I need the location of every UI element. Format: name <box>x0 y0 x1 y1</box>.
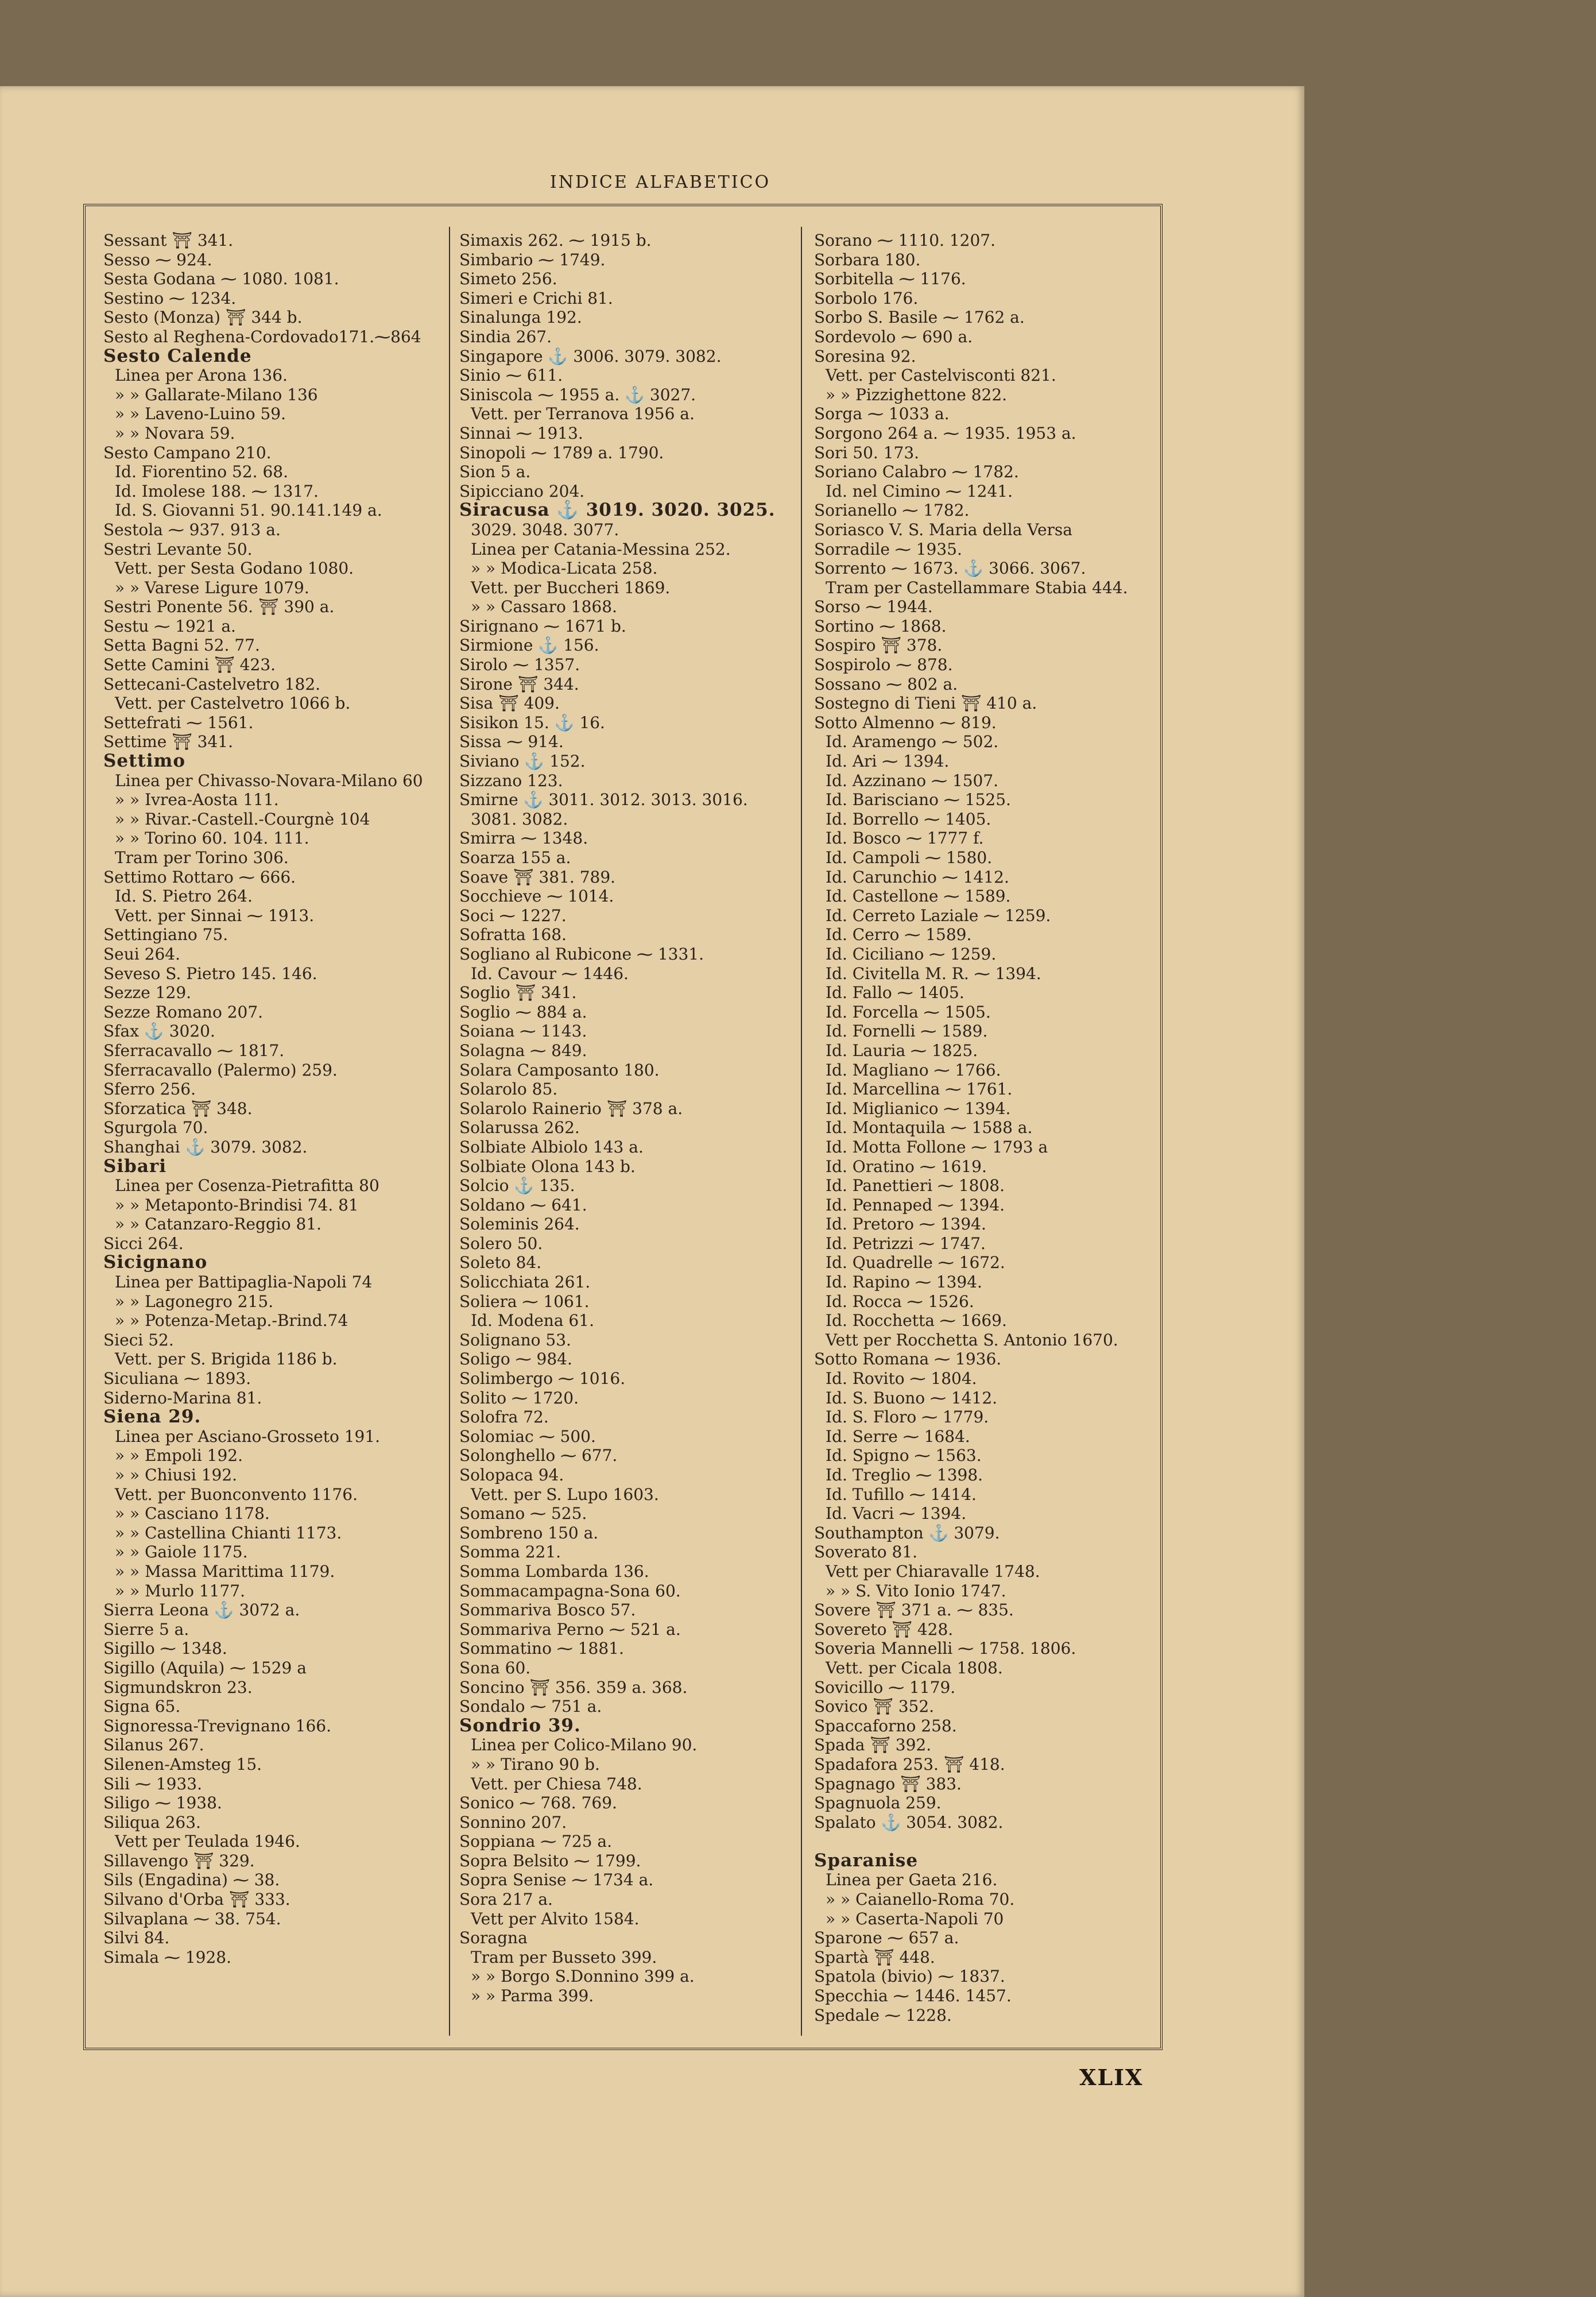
index-entry: Sorano ⁓ 1110. 1207. <box>814 231 996 250</box>
index-entry: Sillavengo ⛩ 329. <box>103 1851 255 1870</box>
index-entry: Id. Imolese 188. ⁓ 1317. <box>115 481 319 501</box>
index-entry: » » Pizzighettone 822. <box>826 385 1008 404</box>
index-entry: Id. Motta Follone ⁓ 1793 a <box>826 1137 1048 1157</box>
index-entry: Solarolo 85. <box>459 1080 558 1099</box>
index-entry: Sirone ⛩ 344. <box>459 674 579 694</box>
index-entry: Sorbolo 176. <box>814 288 919 308</box>
index-entry: Sestu ⁓ 1921 a. <box>103 616 236 636</box>
index-entry: Sierre 5 a. <box>103 1619 189 1639</box>
index-entry: Simaxis 262. ⁓ 1915 b. <box>459 231 652 250</box>
index-entry: Sori 50. 173. <box>814 443 920 462</box>
index-entry: Soligo ⁓ 984. <box>459 1349 572 1369</box>
index-entry: Id. Lauria ⁓ 1825. <box>826 1041 978 1060</box>
index-entry: Vett. per Castelvisconti 821. <box>826 366 1056 385</box>
index-entry: Sisa ⛩ 409. <box>459 694 560 713</box>
index-entry: » » Potenza-Metap.-Brind.74 <box>115 1311 348 1331</box>
index-column-1 <box>103 231 448 1967</box>
index-entry: Id. Marcellina ⁓ 1761. <box>826 1080 1013 1099</box>
index-entry: Sesta Godana ⁓ 1080. 1081. <box>103 269 339 289</box>
index-entry: Vett. per S. Brigida 1186 b. <box>115 1349 338 1369</box>
index-entry: Id. S. Floro ⁓ 1779. <box>826 1407 989 1427</box>
index-entry: Solonghello ⁓ 677. <box>459 1446 618 1465</box>
index-entry: Linea per Cosenza-Pietrafitta 80 <box>115 1176 379 1196</box>
index-entry: Sopra Belsito ⁓ 1799. <box>459 1851 641 1870</box>
index-entry: Id. Treglio ⁓ 1398. <box>826 1465 983 1484</box>
index-entry: Signoressa-Trevignano 166. <box>103 1716 331 1735</box>
index-entry: Id. Modena 61. <box>471 1311 594 1331</box>
index-entry: » » Modica-Licata 258. <box>471 559 658 578</box>
index-entry: » » Cassaro 1868. <box>471 597 617 617</box>
index-entry: Sotto Almenno ⁓ 819. <box>814 713 997 732</box>
index-entry: Sils (Engadina) ⁓ 38. <box>103 1870 280 1890</box>
index-entry: Sestino ⁓ 1234. <box>103 288 237 308</box>
index-entry: Silvaplana ⁓ 38. 754. <box>103 1909 281 1928</box>
index-entry: Sfax ⚓ 3020. <box>103 1022 215 1041</box>
index-entry: Sorbo S. Basile ⁓ 1762 a. <box>814 308 1025 327</box>
index-entry: Id. Rapino ⁓ 1394. <box>826 1273 982 1292</box>
index-entry: Spartà ⛩ 448. <box>814 1947 935 1967</box>
index-entry: Soriano Calabro ⁓ 1782. <box>814 462 1019 482</box>
index-entry: Sezze 129. <box>103 983 192 1003</box>
index-entry: Id. Panettieri ⁓ 1808. <box>826 1176 1005 1196</box>
index-entry: Id. Ari ⁓ 1394. <box>826 752 950 771</box>
index-entry: » » Varese Ligure 1079. <box>115 578 309 597</box>
index-entry: » » Caianello-Roma 70. <box>826 1890 1015 1909</box>
index-entry: Setta Bagni 52. 77. <box>103 636 260 655</box>
index-entry: Id. Montaquila ⁓ 1588 a. <box>826 1118 1033 1138</box>
index-entry: Id. Fallo ⁓ 1405. <box>826 983 964 1003</box>
index-entry: Soresina 92. <box>814 346 916 366</box>
index-entry: Id. Miglianico ⁓ 1394. <box>826 1099 1011 1118</box>
index-entry: Sinalunga 192. <box>459 308 582 327</box>
index-entry: Simala ⁓ 1928. <box>103 1947 231 1967</box>
index-entry: Sirmione ⚓ 156. <box>459 636 599 655</box>
index-entry: Id. S. Giovanni 51. 90.141.149 a. <box>115 501 382 520</box>
index-entry: Sora 217 a. <box>459 1890 553 1909</box>
index-entry: Solarussa 262. <box>459 1118 580 1138</box>
index-entry: Sovicillo ⁓ 1179. <box>814 1677 956 1697</box>
index-entry: Spatola (bivio) ⁓ 1837. <box>814 1967 1005 1986</box>
index-entry: Id. Civitella M. R. ⁓ 1394. <box>826 964 1041 983</box>
index-entry: Soliera ⁓ 1061. <box>459 1291 590 1311</box>
index-entry: » » Murlo 1177. <box>115 1581 246 1600</box>
index-entry: Vett. per Sinnai ⁓ 1913. <box>115 906 315 925</box>
index-entry: Spaccaforno 258. <box>814 1716 957 1735</box>
index-entry: Sofratta 168. <box>459 925 567 945</box>
index-entry: Linea per Gaeta 216. <box>826 1870 998 1890</box>
index-entry: Id. S. Pietro 264. <box>115 887 253 906</box>
index-entry: Sorga ⁓ 1033 a. <box>814 404 950 424</box>
index-entry: Sorianello ⁓ 1782. <box>814 501 970 520</box>
index-entry: Soleto 84. <box>459 1253 542 1273</box>
index-entry: Seveso S. Pietro 145. 146. <box>103 964 317 983</box>
page-number: XLIX <box>1079 2064 1144 2090</box>
index-entry: Sindia 267. <box>459 327 552 346</box>
index-entry: Soave ⛩ 381. 789. <box>459 867 616 887</box>
index-entry: 3081. 3082. <box>471 809 568 829</box>
index-entry: Vett. per Cicala 1808. <box>826 1658 1003 1677</box>
index-entry: Sezze Romano 207. <box>103 1002 264 1022</box>
index-entry: Id. Barisciano ⁓ 1525. <box>826 790 1011 810</box>
index-entry: Vett per Alvito 1584. <box>471 1909 640 1928</box>
index-entry: Sesso ⁓ 924. <box>103 250 212 269</box>
index-entry: Southampton ⚓ 3079. <box>814 1523 1000 1542</box>
index-entry: Sestri Levante 50. <box>103 539 253 559</box>
index-entry: Linea per Catania-Messina 252. <box>471 539 731 559</box>
index-entry: Signa 65. <box>103 1697 181 1716</box>
index-entry: Linea per Battipaglia-Napoli 74 <box>115 1273 373 1292</box>
index-entry: Solero 50. <box>459 1233 543 1253</box>
index-entry: » » Metaponto-Brindisi 74. 81 <box>115 1195 359 1215</box>
index-entry: Sorgono 264 a. ⁓ 1935. 1953 a. <box>814 423 1076 443</box>
index-entry: Id. Oratino ⁓ 1619. <box>826 1157 987 1176</box>
index-entry: Sigmundskron 23. <box>103 1677 253 1697</box>
index-entry: Soiana ⁓ 1143. <box>459 1022 587 1041</box>
index-entry: Silenen-Amsteg 15. <box>103 1754 262 1774</box>
index-entry: » » Ivrea-Aosta 111. <box>115 790 279 810</box>
index-entry: Settime ⛩ 341. <box>103 732 234 752</box>
index-entry: Soglio ⛩ 341. <box>459 983 577 1003</box>
index-entry: Settimo Rottaro ⁓ 666. <box>103 867 296 887</box>
index-entry: Sonico ⁓ 768. 769. <box>459 1793 617 1813</box>
index-entry: » » Parma 399. <box>471 1986 594 2006</box>
index-entry: Soci ⁓ 1227. <box>459 906 567 925</box>
index-entry: Somano ⁓ 525. <box>459 1504 587 1523</box>
index-entry: Shanghai ⚓ 3079. 3082. <box>103 1137 308 1157</box>
index-entry: Id. Rocca ⁓ 1526. <box>826 1291 974 1311</box>
index-entry: Linea per Chivasso-Novara-Milano 60 <box>115 771 423 790</box>
index-entry: Sibari <box>103 1155 167 1177</box>
index-entry: Sferro 256. <box>103 1080 196 1099</box>
index-entry: Linea per Arona 136. <box>115 366 288 385</box>
index-entry: Sondalo ⁓ 751 a. <box>459 1697 602 1716</box>
index-entry: Siculiana ⁓ 1893. <box>103 1369 251 1389</box>
index-entry: Soncino ⛩ 356. 359 a. 368. <box>459 1677 688 1697</box>
index-entry: Soverato 81. <box>814 1542 918 1562</box>
index-entry: Siracusa ⚓ 3019. 3020. 3025. <box>459 500 776 521</box>
index-entry: Sizzano 123. <box>459 771 563 790</box>
index-entry: Id. Quadrelle ⁓ 1672. <box>826 1253 1005 1273</box>
index-entry: Id. Spigno ⁓ 1563. <box>826 1446 982 1465</box>
index-entry: Sparanise <box>814 1850 919 1871</box>
index-entry: Id. Castellone ⁓ 1589. <box>826 887 1011 906</box>
index-entry: » » Chiusi 192. <box>115 1465 238 1484</box>
index-entry: » » Rivar.-Castell.-Courgnè 104 <box>115 809 370 829</box>
index-entry: Vett per Chiaravalle 1748. <box>826 1561 1040 1581</box>
index-entry: Siliqua 263. <box>103 1812 201 1832</box>
index-entry: Sommariva Bosco 57. <box>459 1600 636 1620</box>
index-entry: Sisikon 15. ⚓ 16. <box>459 713 605 732</box>
index-entry: Sipicciano 204. <box>459 481 585 501</box>
index-entry: Id. Cavour ⁓ 1446. <box>471 964 629 983</box>
index-entry: Sinopoli ⁓ 1789 a. 1790. <box>459 443 664 462</box>
index-entry: Simeto 256. <box>459 269 557 289</box>
page-title: INDICE ALFABETICO <box>549 172 771 192</box>
index-entry: Tram per Castellammare Stabia 444. <box>826 578 1128 597</box>
index-column-2 <box>459 231 804 2006</box>
index-entry: Linea per Colico-Milano 90. <box>471 1735 698 1755</box>
index-entry: Id. Tufillo ⁓ 1414. <box>826 1484 977 1504</box>
index-entry: Sommatino ⁓ 1881. <box>459 1639 624 1658</box>
index-entry: Solimbergo ⁓ 1016. <box>459 1369 626 1389</box>
index-entry: Sinio ⁓ 611. <box>459 366 563 385</box>
column-divider-1 <box>449 227 450 2036</box>
index-entry: Sigillo ⁓ 1348. <box>103 1639 227 1658</box>
index-entry: Sorbitella ⁓ 1176. <box>814 269 966 289</box>
index-entry: Sonnino 207. <box>459 1812 567 1832</box>
index-entry: » » Torino 60. 104. 111. <box>115 829 309 848</box>
index-entry: Sostegno di Tieni ⛩ 410 a. <box>814 694 1037 713</box>
index-entry: Sondrio 39. <box>459 1715 581 1736</box>
index-entry: Seui 264. <box>103 944 180 964</box>
index-entry: Id. Rocchetta ⁓ 1669. <box>826 1311 1007 1331</box>
index-entry: Solcio ⚓ 135. <box>459 1176 575 1196</box>
index-entry: Id. Fornelli ⁓ 1589. <box>826 1022 988 1041</box>
index-entry: Id. S. Buono ⁓ 1412. <box>826 1388 998 1407</box>
index-entry: Sette Camini ⛩ 423. <box>103 655 276 675</box>
index-entry: » » Massa Marittima 1179. <box>115 1561 335 1581</box>
index-entry: Sovereto ⛩ 428. <box>814 1619 954 1639</box>
index-entry: Id. Borrello ⁓ 1405. <box>826 809 991 829</box>
index-entry: Sorso ⁓ 1944. <box>814 597 933 617</box>
index-entry: Soragna <box>459 1928 528 1948</box>
index-entry: Soglio ⁓ 884 a. <box>459 1002 587 1022</box>
index-entry: Id. nel Cimino ⁓ 1241. <box>826 481 1013 501</box>
index-entry: Id. Ciciliano ⁓ 1259. <box>826 944 997 964</box>
index-entry: Sovico ⛩ 352. <box>814 1697 935 1716</box>
index-entry: Sorradile ⁓ 1935. <box>814 539 962 559</box>
index-entry: Solagna ⁓ 849. <box>459 1041 587 1060</box>
index-entry: Sesto Campano 210. <box>103 443 272 462</box>
index-entry: Sospiro ⛩ 378. <box>814 636 943 655</box>
index-entry: Soarza 155 a. <box>459 848 571 867</box>
index-entry: Id. Fiorentino 52. 68. <box>115 462 288 482</box>
index-entry: Id. Pennaped ⁓ 1394. <box>826 1195 1005 1215</box>
index-entry: Sogliano al Rubicone ⁓ 1331. <box>459 944 704 964</box>
index-entry: Siligo ⁓ 1938. <box>103 1793 222 1813</box>
index-entry: Linea per Asciano-Grosseto 191. <box>115 1426 381 1446</box>
index-entry: Settefrati ⁓ 1561. <box>103 713 254 732</box>
index-entry: Sestri Ponente 56. ⛩ 390 a. <box>103 597 335 617</box>
index-entry: Socchieve ⁓ 1014. <box>459 887 614 906</box>
index-entry: Solito ⁓ 1720. <box>459 1388 579 1407</box>
index-entry: Id. Cerreto Laziale ⁓ 1259. <box>826 906 1051 925</box>
index-entry: Sierra Leona ⚓ 3072 a. <box>103 1600 300 1620</box>
index-entry: Soppiana ⁓ 725 a. <box>459 1832 612 1851</box>
index-entry: Silanus 267. <box>103 1735 204 1755</box>
index-entry: » » Gallarate-Milano 136 <box>115 385 318 404</box>
index-entry: Sion 5 a. <box>459 462 531 482</box>
index-entry: Sotto Romana ⁓ 1936. <box>814 1349 1002 1369</box>
index-entry: Vett per Teulada 1946. <box>115 1832 300 1851</box>
index-entry: Spalato ⚓ 3054. 3082. <box>814 1812 1004 1832</box>
index-entry: Settecani-Castelvetro 182. <box>103 674 321 694</box>
index-entry <box>814 1832 1159 1851</box>
index-entry: Spada ⛩ 392. <box>814 1735 932 1755</box>
index-entry: Sesto Calende <box>103 345 252 366</box>
index-entry: Id. Campoli ⁓ 1580. <box>826 848 993 867</box>
index-entry: » » Catanzaro-Reggio 81. <box>115 1215 322 1234</box>
index-entry: Sissa ⁓ 914. <box>459 732 564 752</box>
index-entry: » » Borgo S.Donnino 399 a. <box>471 1967 695 1986</box>
index-entry: Id. Carunchio ⁓ 1412. <box>826 867 1009 887</box>
index-entry: Id. Azzinano ⁓ 1507. <box>826 771 999 790</box>
index-entry: Siniscola ⁓ 1955 a. ⚓ 3027. <box>459 385 696 404</box>
index-entry: Spedale ⁓ 1228. <box>814 2005 952 2025</box>
index-entry: Sona 60. <box>459 1658 531 1677</box>
index-entry: Sforzatica ⛩ 348. <box>103 1099 253 1118</box>
index-entry: Id. Bosco ⁓ 1777 f. <box>826 829 984 848</box>
index-entry: Sortino ⁓ 1868. <box>814 616 947 636</box>
index-entry: Id. Vacri ⁓ 1394. <box>826 1504 967 1523</box>
index-entry: Solopaca 94. <box>459 1465 564 1484</box>
index-entry: Id. Pretoro ⁓ 1394. <box>826 1215 986 1234</box>
index-entry: Soldano ⁓ 641. <box>459 1195 587 1215</box>
index-entry: Sorbara 180. <box>814 250 921 269</box>
index-entry: » » Laveno-Luino 59. <box>115 404 286 424</box>
index-entry: Id. Magliano ⁓ 1766. <box>826 1060 1001 1080</box>
index-entry: Sesto al Reghena-Cordovado171.⁓864 <box>103 327 421 346</box>
index-entry: Vett. per Sesta Godano 1080. <box>115 559 354 578</box>
index-entry: » » S. Vito Ionio 1747. <box>826 1581 1006 1600</box>
index-entry: Sombreno 150 a. <box>459 1523 599 1542</box>
index-entry: Solara Camposanto 180. <box>459 1060 660 1080</box>
index-entry: Sinnai ⁓ 1913. <box>459 423 583 443</box>
index-entry: Sferracavallo (Palermo) 259. <box>103 1060 338 1080</box>
index-entry: Solbiate Albiolo 143 a. <box>459 1137 644 1157</box>
index-entry: Silvano d'Orba ⛩ 333. <box>103 1890 290 1909</box>
index-entry: Id. Cerro ⁓ 1589. <box>826 925 972 945</box>
index-entry: Soveria Mannelli ⁓ 1758. 1806. <box>814 1639 1076 1658</box>
index-entry: Singapore ⚓ 3006. 3079. 3082. <box>459 346 722 366</box>
index-entry: Sospirolo ⁓ 878. <box>814 655 953 675</box>
index-entry: Sparone ⁓ 657 a. <box>814 1928 959 1948</box>
index-entry: 3029. 3048. 3077. <box>471 520 619 539</box>
index-entry: » » Empoli 192. <box>115 1446 243 1465</box>
index-entry: Solofra 72. <box>459 1407 549 1427</box>
index-entry: Solicchiata 261. <box>459 1273 591 1292</box>
index-entry: Somma 221. <box>459 1542 561 1562</box>
index-entry: Sieci 52. <box>103 1330 174 1349</box>
index-entry: Solomiac ⁓ 500. <box>459 1426 596 1446</box>
index-entry: Sossano ⁓ 802 a. <box>814 674 958 694</box>
index-entry: Sicignano <box>103 1252 208 1273</box>
index-entry: Id. Petrizzi ⁓ 1747. <box>826 1233 986 1253</box>
index-entry: » » Lagonegro 215. <box>115 1291 274 1311</box>
index-entry: Silvi 84. <box>103 1928 170 1948</box>
index-entry: Sicci 264. <box>103 1233 184 1253</box>
index-entry: » » Novara 59. <box>115 423 235 443</box>
index-entry: Sessant ⛩ 341. <box>103 231 234 250</box>
index-entry: » » Castellina Chianti 1173. <box>115 1523 342 1542</box>
index-entry: Soriasco V. S. Maria della Versa <box>814 520 1072 539</box>
index-entry: Siderno-Marina 81. <box>103 1388 262 1407</box>
index-entry: Soleminis 264. <box>459 1215 580 1234</box>
index-entry: Sirignano ⁓ 1671 b. <box>459 616 626 636</box>
index-entry: Spadafora 253. ⛩ 418. <box>814 1754 1005 1774</box>
index-entry: Sestola ⁓ 937. 913 a. <box>103 520 281 539</box>
index-entry: Vett. per Terranova 1956 a. <box>471 404 695 424</box>
index-entry: Vett. per Chiesa 748. <box>471 1774 642 1793</box>
index-entry: Sgurgola 70. <box>103 1118 208 1138</box>
index-entry: Simeri e Crichi 81. <box>459 288 613 308</box>
index-entry: Vett. per S. Lupo 1603. <box>471 1484 659 1504</box>
index-entry: Sferracavallo ⁓ 1817. <box>103 1041 285 1060</box>
index-entry: Siena 29. <box>103 1406 202 1428</box>
index-entry: Solignano 53. <box>459 1330 571 1349</box>
index-entry: Smirra ⁓ 1348. <box>459 829 588 848</box>
index-entry: Id. Serre ⁓ 1684. <box>826 1426 970 1446</box>
index-entry: Sigillo (Aquila) ⁓ 1529 a <box>103 1658 307 1677</box>
index-entry: Sopra Senise ⁓ 1734 a. <box>459 1870 654 1890</box>
index-entry: Sommariva Perno ⁓ 521 a. <box>459 1619 681 1639</box>
index-entry: Vett. per Castelvetro 1066 b. <box>115 694 351 713</box>
index-entry: Simbario ⁓ 1749. <box>459 250 606 269</box>
index-entry: Settingiano 75. <box>103 925 228 945</box>
index-entry: Sirolo ⁓ 1357. <box>459 655 580 675</box>
index-entry: Siviano ⚓ 152. <box>459 752 586 771</box>
index-entry: » » Tirano 90 b. <box>471 1754 600 1774</box>
index-entry: Solbiate Olona 143 b. <box>459 1157 636 1176</box>
index-entry: Sommacampagna-Sona 60. <box>459 1581 681 1600</box>
index-entry: » » Casciano 1178. <box>115 1504 270 1523</box>
index-entry: » » Gaiole 1175. <box>115 1542 248 1562</box>
index-entry: Smirne ⚓ 3011. 3012. 3013. 3016. <box>459 790 748 810</box>
index-entry: Spagnuola 259. <box>814 1793 942 1813</box>
index-entry: » » Caserta-Napoli 70 <box>826 1909 1004 1928</box>
index-entry: Spagnago ⛩ 383. <box>814 1774 962 1793</box>
index-entry: Tram per Busseto 399. <box>471 1947 657 1967</box>
index-entry: Id. Forcella ⁓ 1505. <box>826 1002 991 1022</box>
index-entry: Id. Aramengo ⁓ 502. <box>826 732 999 752</box>
index-entry: Solarolo Rainerio ⛩ 378 a. <box>459 1099 683 1118</box>
index-entry: Specchia ⁓ 1446. 1457. <box>814 1986 1012 2006</box>
index-entry: Vett per Rocchetta S. Antonio 1670. <box>826 1330 1118 1349</box>
index-column-3 <box>814 231 1159 2025</box>
index-entry: Tram per Torino 306. <box>115 848 289 867</box>
index-entry: Id. Rovito ⁓ 1804. <box>826 1369 977 1389</box>
index-entry: Vett. per Buccheri 1869. <box>471 578 671 597</box>
index-entry: Sordevolo ⁓ 690 a. <box>814 327 973 346</box>
index-entry: Vett. per Buonconvento 1176. <box>115 1484 358 1504</box>
index-entry: Sili ⁓ 1933. <box>103 1774 203 1793</box>
index-entry: Sorrento ⁓ 1673. ⚓ 3066. 3067. <box>814 559 1086 578</box>
index-entry: Somma Lombarda 136. <box>459 1561 649 1581</box>
index-entry: Settimo <box>103 751 186 772</box>
index-entry: Sovere ⛩ 371 a. ⁓ 835. <box>814 1600 1014 1620</box>
index-entry: Sesto (Monza) ⛩ 344 b. <box>103 308 303 327</box>
